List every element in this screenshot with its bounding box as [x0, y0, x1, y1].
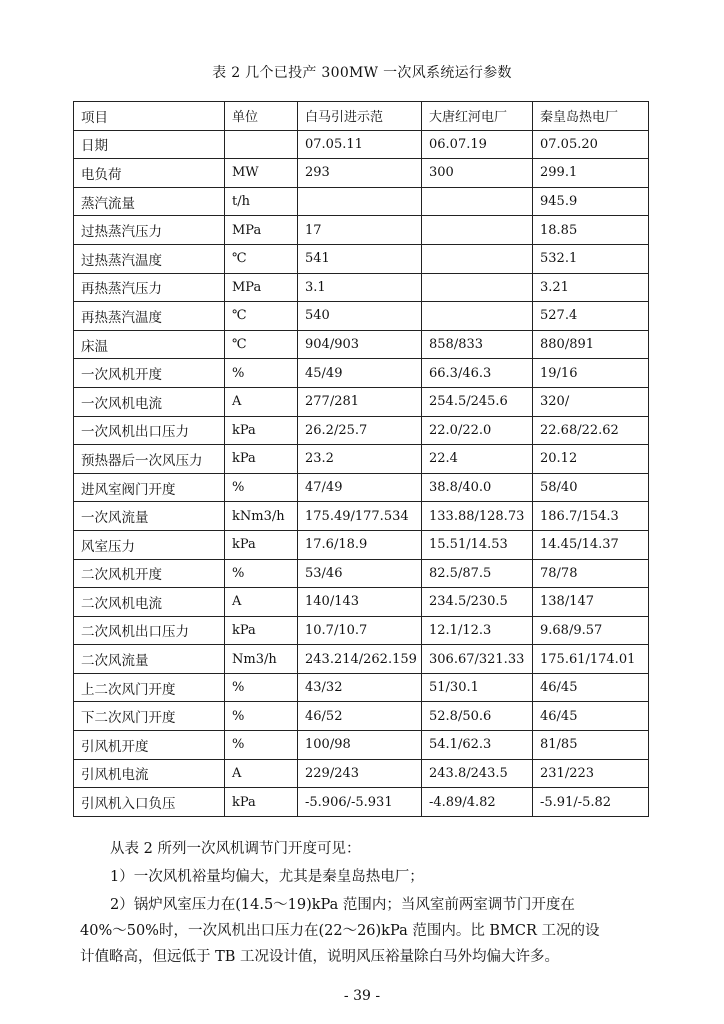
table-cell: t/h [225, 187, 298, 216]
table-cell: kPa [225, 416, 298, 445]
table-row [74, 588, 649, 617]
table-row [74, 473, 649, 502]
table-cell: kPa [225, 445, 298, 474]
body-paragraph: 1）一次风机裕量均偏大，尤其是秦皇岛热电厂； [110, 869, 424, 885]
table-cell: 306.67/321.33 [422, 645, 533, 674]
table-row [74, 159, 649, 188]
table-row [74, 387, 649, 416]
table-row [74, 502, 649, 531]
table-cell: 300 [422, 159, 533, 188]
table-cell: 22.68/22.62 [533, 416, 649, 445]
header-cell: 秦皇岛热电厂 [533, 102, 649, 131]
table-cell: ℃ [225, 302, 298, 331]
table-cell: ℃ [225, 330, 298, 359]
table-cell [422, 244, 533, 273]
table-cell: % [225, 673, 298, 702]
table-cell: 23.2 [298, 445, 422, 474]
table-cell: 186.7/154.3 [533, 502, 649, 531]
table-cell [422, 273, 533, 302]
table-cell: % [225, 359, 298, 388]
table-cell: 3.1 [298, 273, 422, 302]
table-cell: 19/16 [533, 359, 649, 388]
table-cell: 3.21 [533, 273, 649, 302]
table-row [74, 673, 649, 702]
table-cell: 12.1/12.3 [422, 616, 533, 645]
table-cell: 243.214/262.159 [298, 645, 422, 674]
table-cell: 引风机电流 [74, 759, 225, 788]
table-cell [422, 187, 533, 216]
table-cell: 10.7/10.7 [298, 616, 422, 645]
table-cell: 22.4 [422, 445, 533, 474]
table-cell: 47/49 [298, 473, 422, 502]
table-cell: 82.5/87.5 [422, 559, 533, 588]
table-cell: 06.07.19 [422, 130, 533, 159]
table-cell: kPa [225, 788, 298, 817]
table-cell: 858/833 [422, 330, 533, 359]
table-cell: 07.05.20 [533, 130, 649, 159]
table-cell: 320/ [533, 387, 649, 416]
table-cell: 二次风机电流 [74, 588, 225, 617]
table-cell: 58/40 [533, 473, 649, 502]
table-cell: % [225, 702, 298, 731]
table-cell: 9.68/9.57 [533, 616, 649, 645]
header-cell: 大唐红河电厂 [422, 102, 533, 131]
table-cell: 81/85 [533, 731, 649, 760]
table-row [74, 731, 649, 760]
table-cell: kPa [225, 530, 298, 559]
table-cell: 一次风流量 [74, 502, 225, 531]
table-row [74, 244, 649, 273]
table-cell: Nm3/h [225, 645, 298, 674]
table-row [74, 788, 649, 817]
table-cell: A [225, 387, 298, 416]
table-cell: 26.2/25.7 [298, 416, 422, 445]
table-cell: 52.8/50.6 [422, 702, 533, 731]
header-cell: 单位 [225, 102, 298, 131]
parameter-table-body [74, 102, 649, 817]
table-cell: 风室压力 [74, 530, 225, 559]
table-cell: 78/78 [533, 559, 649, 588]
table-cell: 51/30.1 [422, 673, 533, 702]
table-cell: 二次风流量 [74, 645, 225, 674]
table-cell: 100/98 [298, 731, 422, 760]
table-cell: % [225, 473, 298, 502]
table-row [74, 445, 649, 474]
table-cell: 138/147 [533, 588, 649, 617]
table-row [74, 130, 649, 159]
table-cell: 43/32 [298, 673, 422, 702]
table-cell: 一次风机出口压力 [74, 416, 225, 445]
table-cell: 243.8/243.5 [422, 759, 533, 788]
table-row [74, 273, 649, 302]
table-cell: 电负荷 [74, 159, 225, 188]
table-cell: 17 [298, 216, 422, 245]
table-cell [298, 187, 422, 216]
table-cell: 07.05.11 [298, 130, 422, 159]
table-cell: 527.4 [533, 302, 649, 331]
table-caption: 表 2 几个已投产 300MW 一次风系统运行参数 [212, 65, 512, 81]
table-cell: 277/281 [298, 387, 422, 416]
table-cell: 14.45/14.37 [533, 530, 649, 559]
table-row [74, 559, 649, 588]
table-row [74, 759, 649, 788]
table-row [74, 702, 649, 731]
table-cell: 532.1 [533, 244, 649, 273]
table-cell: 140/143 [298, 588, 422, 617]
body-paragraph: 计值略高，但远低于 TB 工况设计值，说明风压裕量除白马外均偏大许多。 [80, 949, 560, 965]
table-cell: % [225, 731, 298, 760]
table-row [74, 530, 649, 559]
body-paragraph: 从表 2 所列一次风机调节门开度可见： [110, 841, 361, 857]
table-cell: 45/49 [298, 359, 422, 388]
table-cell: 231/223 [533, 759, 649, 788]
table-cell: 过热蒸汽温度 [74, 244, 225, 273]
table-cell: 17.6/18.9 [298, 530, 422, 559]
table-cell: MPa [225, 216, 298, 245]
table-row [74, 187, 649, 216]
table-row [74, 216, 649, 245]
table-cell: 880/891 [533, 330, 649, 359]
table-cell: 再热蒸汽温度 [74, 302, 225, 331]
table-cell [422, 302, 533, 331]
table-cell: 299.1 [533, 159, 649, 188]
table-cell: 蒸汽流量 [74, 187, 225, 216]
table-cell: 20.12 [533, 445, 649, 474]
table-cell: 229/243 [298, 759, 422, 788]
body-paragraph: 2）锅炉风室压力在(14.5～19)kPa 范围内；当风室前两室调节门开度在 [110, 897, 575, 913]
table-cell: -4.89/4.82 [422, 788, 533, 817]
table-cell: 133.88/128.73 [422, 502, 533, 531]
table-cell: 540 [298, 302, 422, 331]
table-cell: MW [225, 159, 298, 188]
parameter-table [73, 101, 649, 817]
table-cell: 床温 [74, 330, 225, 359]
table-row [74, 416, 649, 445]
table-cell: 904/903 [298, 330, 422, 359]
header-cell: 项目 [74, 102, 225, 131]
table-cell: 18.85 [533, 216, 649, 245]
table-row [74, 330, 649, 359]
table-cell: 46/45 [533, 702, 649, 731]
table-cell: 二次风机开度 [74, 559, 225, 588]
table-cell: 66.3/46.3 [422, 359, 533, 388]
table-cell: 再热蒸汽压力 [74, 273, 225, 302]
table-cell: MPa [225, 273, 298, 302]
table-cell: 引风机入口负压 [74, 788, 225, 817]
table-cell: ℃ [225, 244, 298, 273]
table-row [74, 645, 649, 674]
table-cell: kPa [225, 616, 298, 645]
table-cell: 254.5/245.6 [422, 387, 533, 416]
table-cell: 下二次风门开度 [74, 702, 225, 731]
table-cell: % [225, 559, 298, 588]
table-header-row [74, 102, 649, 131]
table-cell: 一次风机电流 [74, 387, 225, 416]
table-cell: 15.51/14.53 [422, 530, 533, 559]
table-cell [225, 130, 298, 159]
table-cell: 53/46 [298, 559, 422, 588]
table-cell: 过热蒸汽压力 [74, 216, 225, 245]
table-cell: 54.1/62.3 [422, 731, 533, 760]
table-cell: 945.9 [533, 187, 649, 216]
table-cell: 234.5/230.5 [422, 588, 533, 617]
table-cell: 上二次风门开度 [74, 673, 225, 702]
table-cell: 引风机开度 [74, 731, 225, 760]
table-cell: 日期 [74, 130, 225, 159]
table-row [74, 616, 649, 645]
table-cell: 46/45 [533, 673, 649, 702]
table-cell: 541 [298, 244, 422, 273]
table-cell: 进风室阀门开度 [74, 473, 225, 502]
body-paragraph: 40%～50%时，一次风机出口压力在(22～26)kPa 范围内。比 BMCR 工况的设 [80, 923, 600, 939]
table-row [74, 359, 649, 388]
page-number: - 39 - [343, 988, 381, 1004]
table-cell: 38.8/40.0 [422, 473, 533, 502]
table-cell: 二次风机出口压力 [74, 616, 225, 645]
table-cell: kNm3/h [225, 502, 298, 531]
table-cell: 46/52 [298, 702, 422, 731]
table-row [74, 302, 649, 331]
table-cell: A [225, 588, 298, 617]
table-cell: 一次风机开度 [74, 359, 225, 388]
table-cell: A [225, 759, 298, 788]
table-cell: 22.0/22.0 [422, 416, 533, 445]
table-cell: 175.61/174.01 [533, 645, 649, 674]
table-cell: 预热器后一次风压力 [74, 445, 225, 474]
table-cell: 175.49/177.534 [298, 502, 422, 531]
table-cell: -5.91/-5.82 [533, 788, 649, 817]
table-cell: -5.906/-5.931 [298, 788, 422, 817]
table-cell [422, 216, 533, 245]
table-cell: 293 [298, 159, 422, 188]
header-cell: 白马引进示范 [298, 102, 422, 131]
